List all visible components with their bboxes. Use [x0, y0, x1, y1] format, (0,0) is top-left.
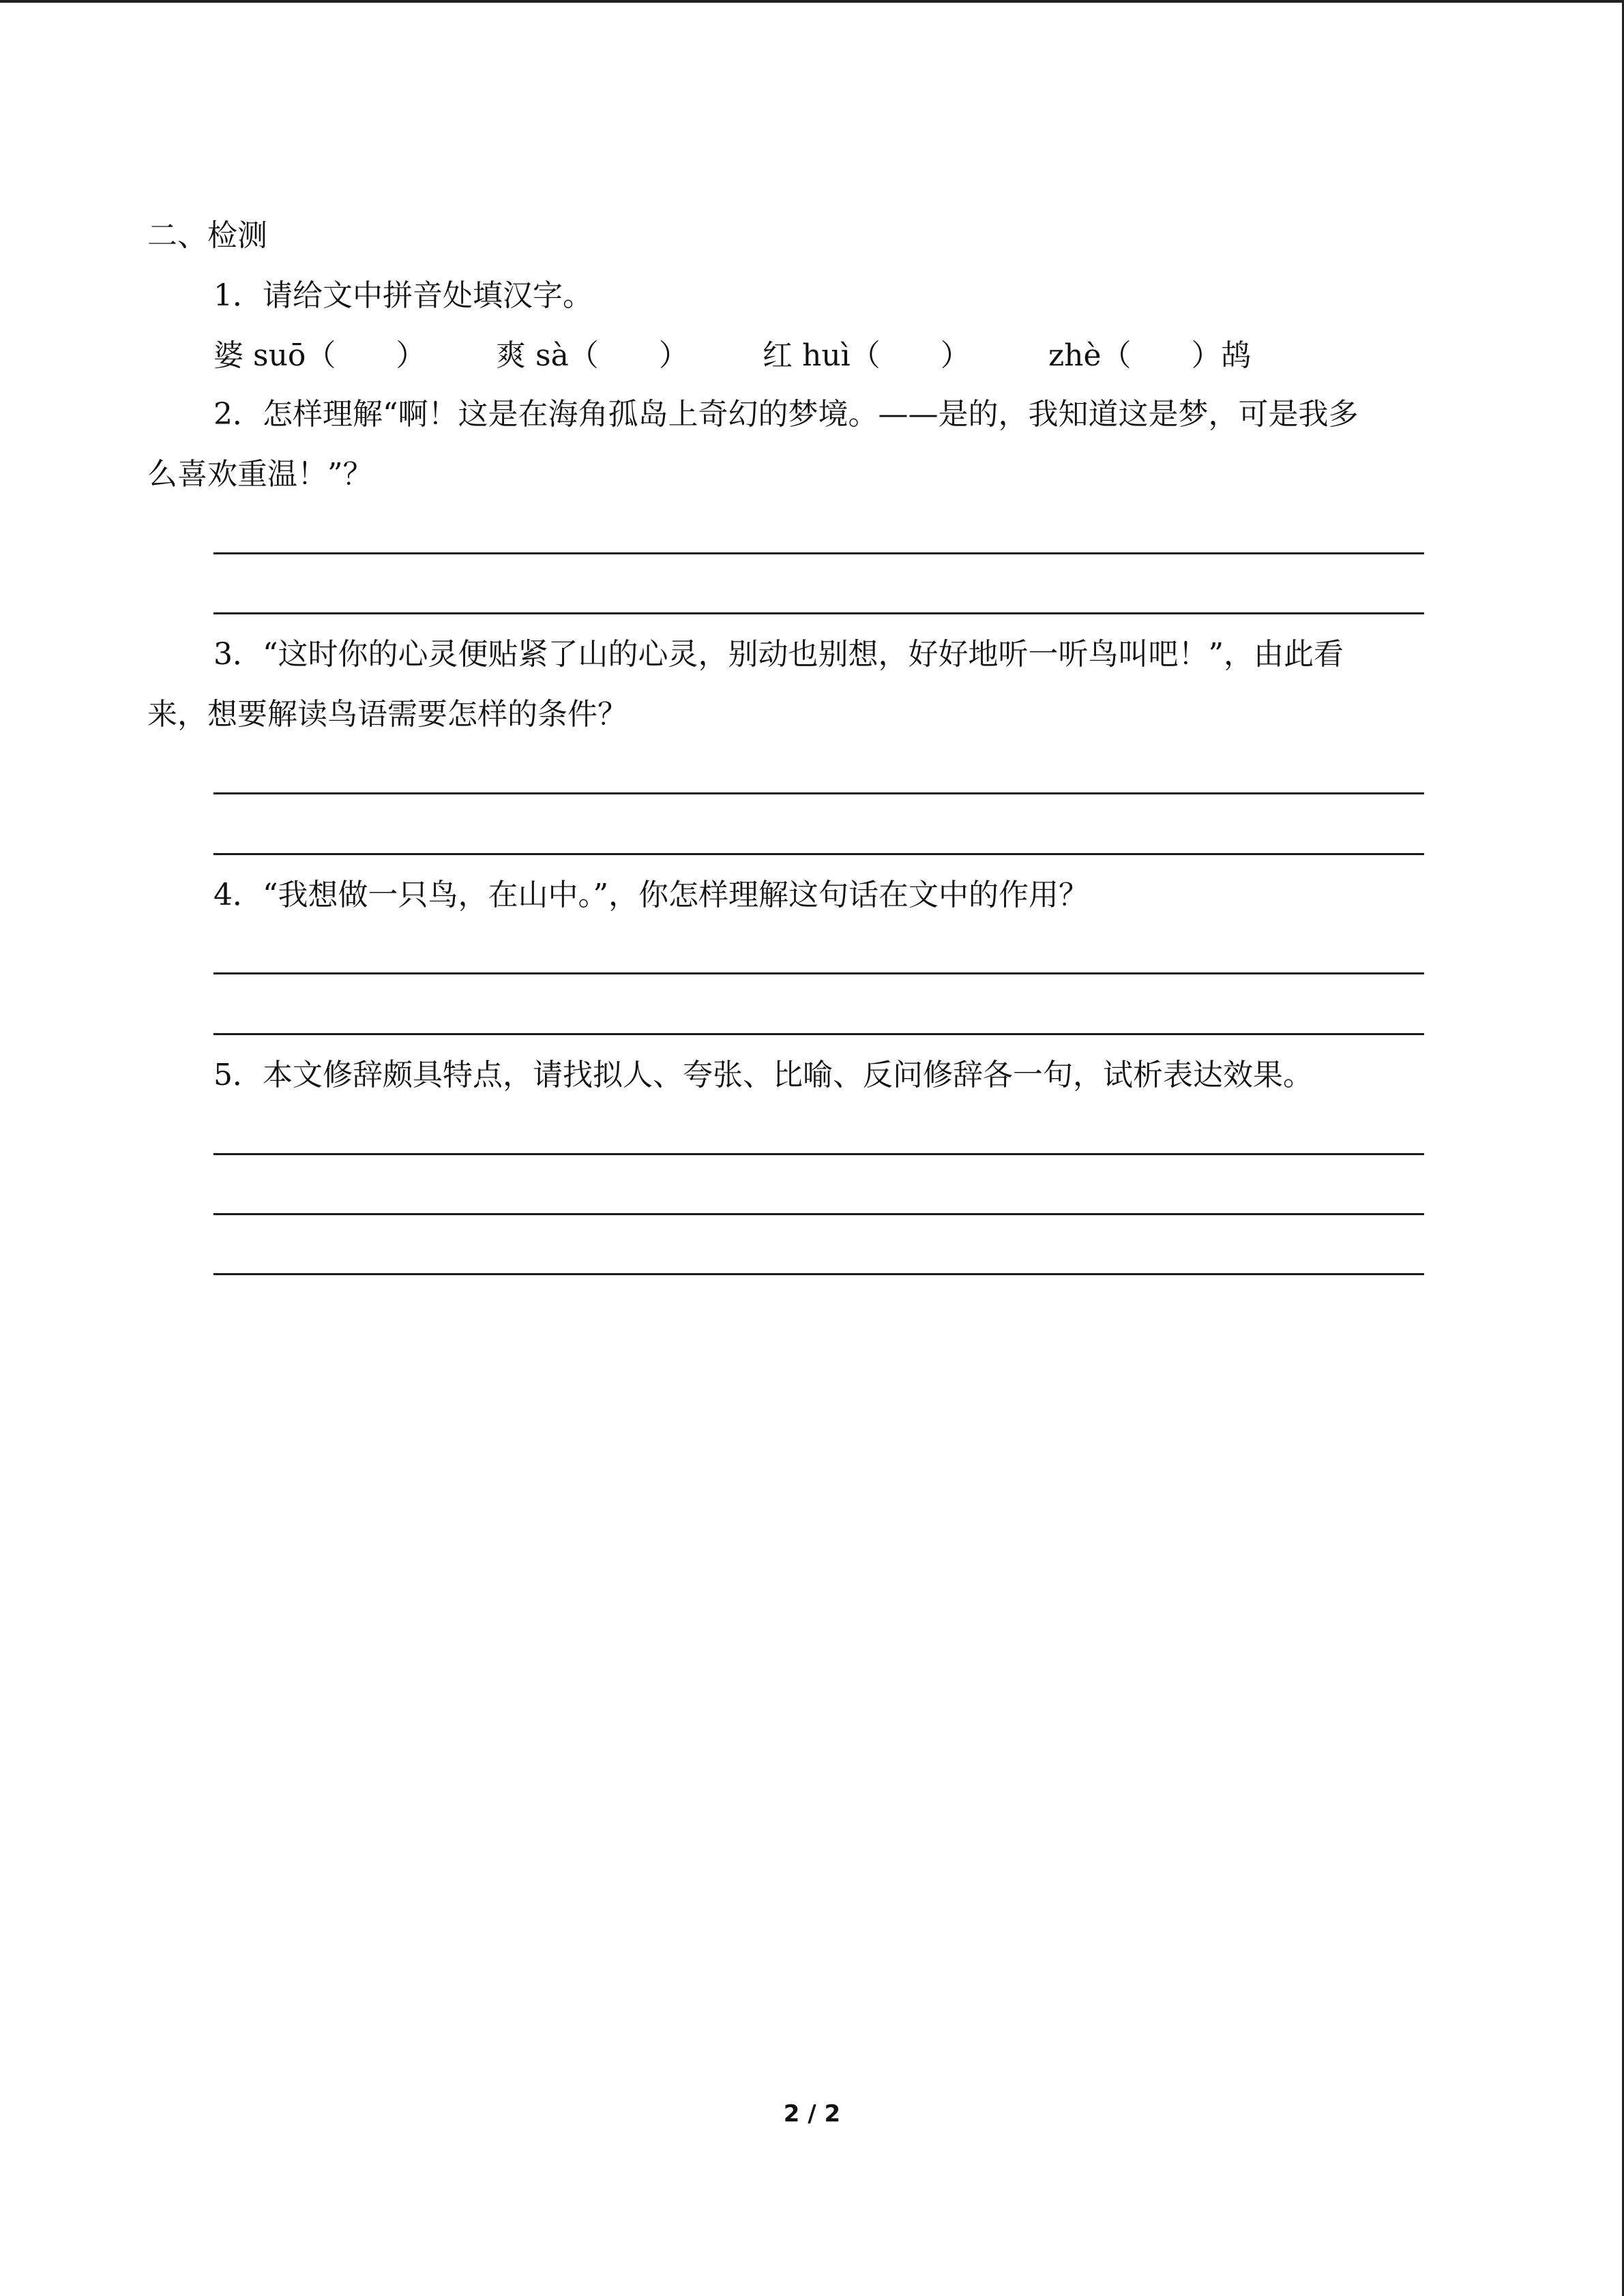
pinyin-item-hui: 红 huì（ ） [763, 338, 971, 373]
page-number: 2 / 2 [783, 2100, 841, 2128]
question-1-prompt: 1．请给文中拼音处填汉字。 [213, 278, 593, 313]
pinyin-item-zhe: zhè（ ）鸪 [1048, 338, 1252, 373]
pinyin-item-suo: 婆 suō（ ） [213, 338, 426, 373]
answer-line-q3-1[interactable] [213, 792, 1424, 794]
pinyin-item-sa: 爽 sà（ ） [496, 338, 689, 373]
answer-line-q4-2[interactable] [213, 1033, 1424, 1035]
question-3-prompt-line2: 来，想要解读鸟语需要怎样的条件？ [147, 697, 628, 732]
answer-line-q2-2[interactable] [213, 612, 1424, 614]
question-2-prompt-line1: 2．怎样理解“啊！这是在海角孤岛上奇幻的梦境。——是的，我知道这是梦，可是我多 [213, 397, 1359, 432]
answer-line-q5-2[interactable] [213, 1213, 1424, 1215]
question-3-prompt-line1: 3．“这时你的心灵便贴紧了山的心灵，别动也别想，好好地听一听鸟叫吧！”，由此看 [213, 637, 1344, 672]
page-border-top [0, 0, 1624, 3]
question-2-prompt-line2: 么喜欢重温！”？ [147, 457, 373, 492]
answer-line-q5-3[interactable] [213, 1273, 1424, 1275]
question-5-prompt: 5．本文修辞颇具特点，请找拟人、夸张、比喻、反问修辞各一句，试析表达效果。 [213, 1058, 1313, 1092]
answer-line-q3-2[interactable] [213, 853, 1424, 855]
answer-line-q2-1[interactable] [213, 552, 1424, 554]
section-title: 二、检测 [147, 218, 267, 253]
answer-line-q4-1[interactable] [213, 972, 1424, 974]
question-4-prompt: 4．“我想做一只鸟，在山中。”，你怎样理解这句话在文中的作用？ [213, 878, 1089, 912]
answer-line-q5-1[interactable] [213, 1153, 1424, 1155]
